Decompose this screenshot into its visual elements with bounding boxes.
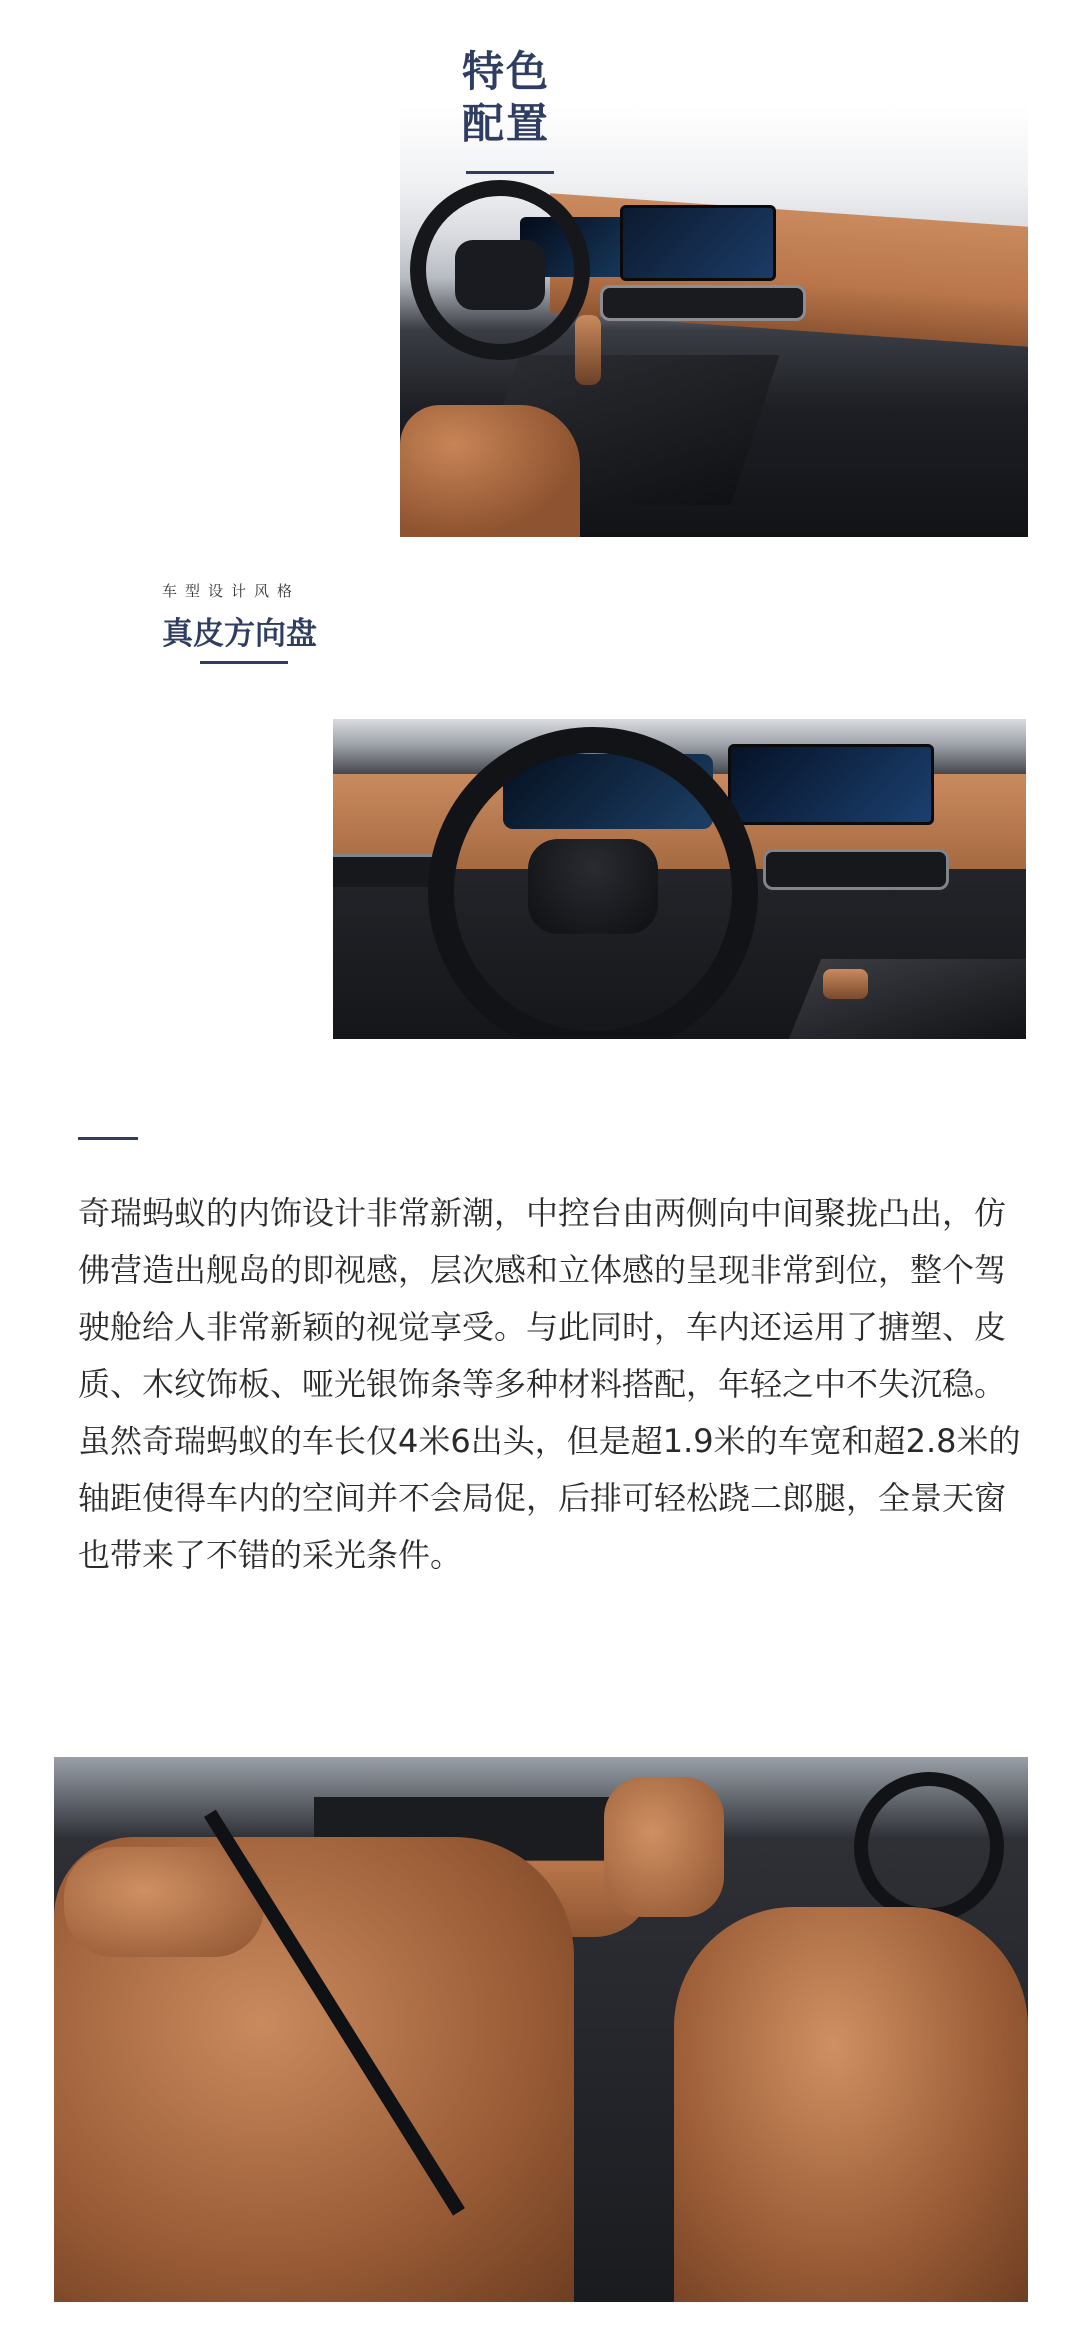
seats-interior-photo <box>54 1757 1028 2302</box>
steering-wheel-photo <box>333 719 1026 1039</box>
title-underline <box>466 171 554 174</box>
section-title-underline <box>200 661 288 664</box>
hero-interior-photo <box>400 105 1028 537</box>
paragraph-divider <box>78 1137 138 1140</box>
page-title-line2: 配置 <box>462 99 551 148</box>
article-paragraph-1: 奇瑞蚂蚁的内饰设计非常新潮，中控台由两侧向中间聚拢凸出，仿佛营造出舰岛的即视感，层次感和立体感的呈现非常到位，整个驾驶舱给人非常新颖的视觉享受。与此同时，车内还运用了搪塑、皮质、木纹饰板、哑光银饰条等多种材料搭配，年轻之中不失沉稳。 <box>78 1194 1007 1403</box>
article-body <box>78 1185 1028 1584</box>
article-paragraph-2: 虽然奇瑞蚂蚁的车长仅4米6出头，但是超1.9米的车宽和超2.8米的轴距使得车内的空间并不会局促，后排可轻松跷二郎腿，全景天窗也带来了不错的采光条件。 <box>78 1422 1021 1574</box>
section-caption: 车型设计风格 <box>162 582 301 600</box>
page-title-line1: 特色 <box>462 47 551 96</box>
section-title: 真皮方向盘 <box>162 616 317 652</box>
page-title <box>462 46 582 150</box>
